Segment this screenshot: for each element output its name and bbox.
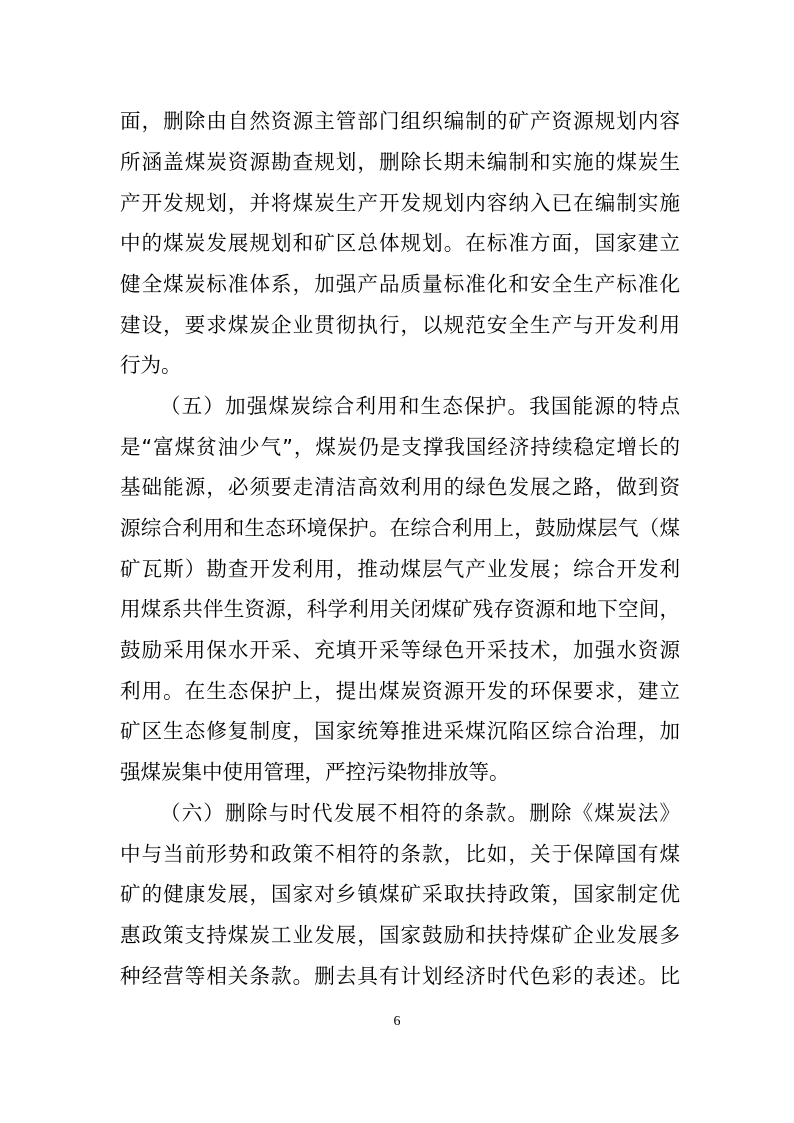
- text-line: 是“富煤贫油少气”，煤炭仍是支撑我国经济持续稳定增长的: [120, 435, 680, 459]
- text-line: 矿区生态修复制度，国家统筹推进采煤沉陷区综合治理，加: [120, 719, 680, 743]
- text-line: 鼓励采用保水开采、充填开采等绿色开采技术，加强水资源: [120, 638, 680, 662]
- text-line: 行为。: [120, 353, 182, 377]
- text-line: 源综合利用和生态环境保护。在综合利用上，鼓励煤层气（煤: [120, 516, 680, 540]
- text-line: 惠政策支持煤炭工业发展，国家鼓励和扶持煤矿企业发展多: [120, 923, 680, 947]
- text-line: 所涵盖煤炭资源勘查规划，删除长期未编制和实施的煤炭生: [120, 150, 680, 174]
- text-line: 建设，要求煤炭企业贯彻执行，以规范安全生产与开发利用: [120, 313, 680, 337]
- paragraph-heading: （五）加强煤炭综合利用和生态保护。我国能源的特点: [160, 394, 680, 418]
- text-line: 种经营等相关条款。删去具有计划经济时代色彩的表述。比: [120, 964, 680, 988]
- text-line: 基础能源，必须要走清洁高效利用的绿色发展之路，做到资: [120, 475, 680, 499]
- text-line: 健全煤炭标准体系，加强产品质量标准化和安全生产标准化: [120, 272, 680, 296]
- page-number: 6: [393, 1014, 401, 1029]
- text-line: 强煤炭集中使用管理，严控污染物排放等。: [120, 760, 510, 784]
- text-line: 矿的健康发展，国家对乡镇煤矿采取扶持政策，国家制定优: [120, 882, 680, 906]
- paragraph-heading: （六）删除与时代发展不相符的条款。删除《煤炭法》: [160, 801, 680, 825]
- text-line: 面，删除由自然资源主管部门组织编制的矿产资源规划内容: [120, 109, 680, 133]
- text-line: 中的煤炭发展规划和矿区总体规划。在标准方面，国家建立: [120, 231, 680, 255]
- text-line: 用煤系共伴生资源，科学利用关闭煤矿残存资源和地下空间，: [120, 597, 680, 621]
- text-line: 中与当前形势和政策不相符的条款，比如，关于保障国有煤: [120, 842, 680, 866]
- text-line: 产开发规划，并将煤炭生产开发规划内容纳入已在编制实施: [120, 191, 680, 215]
- text-line: 矿瓦斯）勘查开发利用，推动煤层气产业发展；综合开发利: [120, 557, 680, 581]
- text-line: 利用。在生态保护上，提出煤炭资源开发的环保要求，建立: [120, 679, 680, 703]
